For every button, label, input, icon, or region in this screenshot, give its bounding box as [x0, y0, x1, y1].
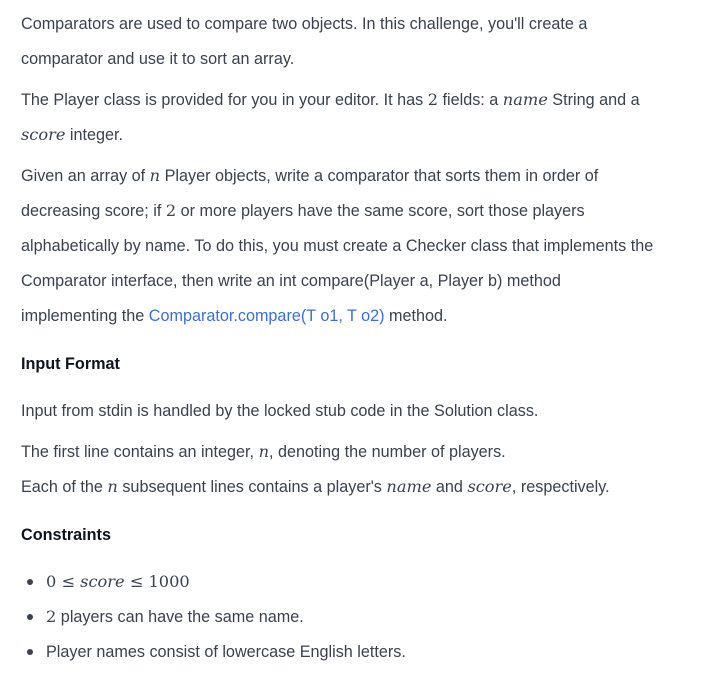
- input-format-line-2: The first line contains an integer, n, denoting the number of players.: [21, 442, 506, 461]
- intro-paragraph-3-line-1: Given an array of n Player objects, write a comparator that sorts them in order of: [21, 166, 599, 185]
- input-format-line-1: Input from stdin is handled by the locked stub code in the Solution class.: [21, 402, 539, 420]
- intro-paragraph-1-line-2: comparator and use it to sort an array.: [21, 50, 295, 68]
- bullet-icon: [27, 649, 33, 655]
- constraints-heading: Constraints: [21, 526, 111, 544]
- math-two: 2: [165, 201, 177, 220]
- math-two: 2: [427, 90, 438, 109]
- math-n: n: [107, 477, 118, 496]
- bullet-icon: [27, 614, 33, 620]
- intro-paragraph-3-line-4: Comparator interface, then write an int compare(Player a, Player b) method: [21, 272, 561, 290]
- math-name: name: [502, 90, 548, 109]
- math-name: name: [386, 477, 432, 496]
- constraint-item-1: 0 ≤ score ≤ 1000: [46, 572, 190, 591]
- intro-paragraph-1-line-1: Comparators are used to compare two objects. In this challenge, you'll create a: [21, 15, 588, 33]
- math-n: n: [258, 442, 269, 461]
- math-score: score: [467, 477, 512, 496]
- math-n: n: [149, 166, 161, 185]
- intro-paragraph-3-line-5: implementing the Comparator.compare(T o1, T o2) method.: [21, 307, 448, 325]
- input-format-line-3: Each of the n subsequent lines contains a player's name and score, respectively.: [21, 477, 610, 496]
- intro-paragraph-2-line-2: score integer.: [21, 125, 124, 144]
- input-format-heading: Input Format: [21, 355, 120, 373]
- intro-paragraph-3-line-2: decreasing score; if 2 or more players have the same score, sort those players: [21, 201, 585, 220]
- intro-paragraph-2-line-1: The Player class is provided for you in your editor. It has 2 fields: a name String and a: [21, 90, 640, 109]
- bullet-icon: [27, 579, 33, 585]
- intro-paragraph-3-line-3: alphabetically by name. To do this, you must create a Checker class that implements the: [21, 237, 654, 255]
- constraint-item-3: Player names consist of lowercase English letters.: [46, 643, 406, 661]
- constraint-item-2: 2 players can have the same name.: [46, 607, 304, 626]
- math-score: score: [21, 125, 66, 144]
- comparator-compare-link[interactable]: Comparator.compare(T o1, T o2): [148, 307, 385, 325]
